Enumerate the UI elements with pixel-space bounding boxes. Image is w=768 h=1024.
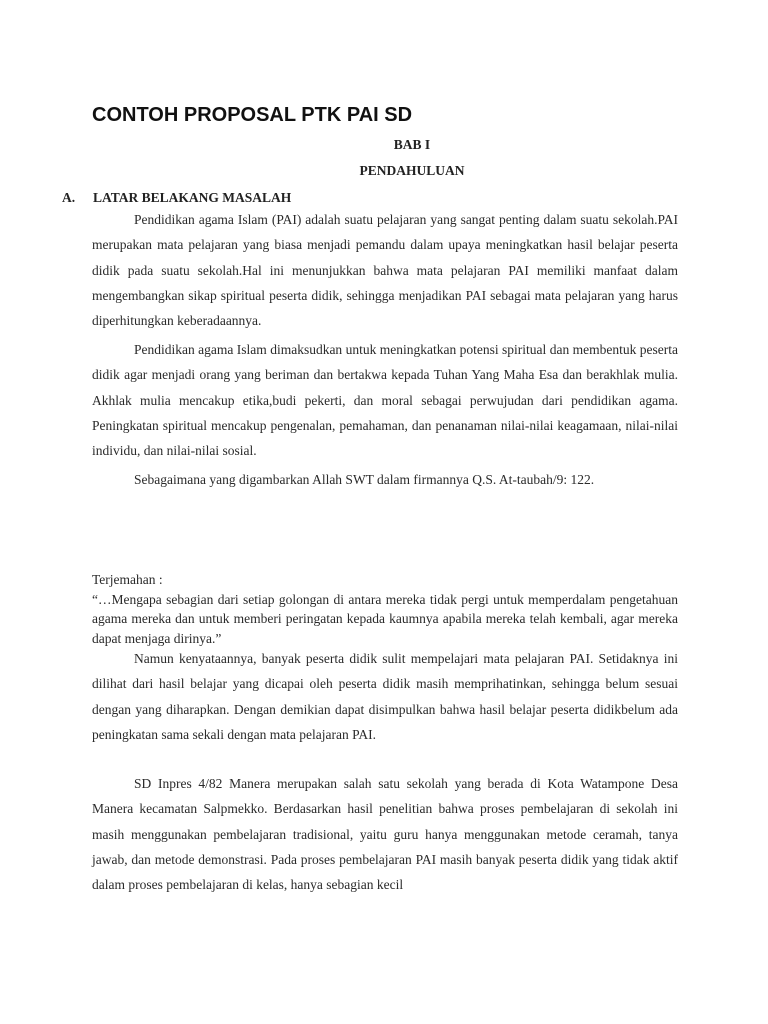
document-title: CONTOH PROPOSAL PTK PAI SD bbox=[92, 104, 413, 126]
paragraph-block bbox=[92, 771, 678, 897]
translation-block bbox=[92, 570, 678, 648]
paragraph-block bbox=[92, 646, 678, 747]
paragraph: Sebagaimana yang digambarkan Allah SWT dalam firmannya Q.S. At-taubah/9: 122. bbox=[134, 472, 595, 487]
paragraph-block bbox=[92, 467, 678, 492]
section-letter: A. bbox=[62, 190, 76, 205]
translation-label: Terjemahan : bbox=[92, 572, 163, 587]
section-heading bbox=[62, 190, 291, 206]
chapter-title: PENDAHULUAN bbox=[359, 163, 465, 178]
paragraph-block bbox=[92, 207, 678, 333]
paragraph: Pendidikan agama Islam (PAI) adalah suatu pelajaran yang sangat penting dalam suatu sekolah.PAI merupakan mata pelajaran yang biasa menjadi pemandu dalam upaya meningkatkan hasil belajar peserta didik pada suatu sekolah.Hal ini menunjukkan bahwa mata pelajaran PAI memiliki manfaat dalam mengembangkan sikap spiritual peserta didik, sehingga menjadikan PAI sebagai mata pelajaran yang harus diperhitungkan keberadaannya. bbox=[92, 212, 678, 329]
paragraph: Namun kenyataannya, banyak peserta didik sulit mempelajari mata pelajaran PAI. Setidaknya ini dilihat dari hasil belajar yang dicapai oleh peserta didik masih memprihatinkan, sehingga belum sesuai dengan yang diharapkan. Dengan demikian dapat disimpulkan bahwa hasil belajar peserta didikbelum ada peningkatan sama sekali dengan mata pelajaran PAI. bbox=[92, 651, 678, 742]
chapter-number: BAB I bbox=[393, 137, 431, 152]
translation-text: “…Mengapa sebagian dari setiap golongan di antara mereka tidak pergi untuk memperdalam pengetahuan agama mereka dan untuk memberi peringatan kepada kaumnya apabila mereka telah kembali, agar mereka dapat menjaga dirinya.” bbox=[92, 591, 678, 646]
paragraph: SD Inpres 4/82 Manera merupakan salah satu sekolah yang berada di Kota Watampone Desa Manera kecamatan Salpmekko. Berdasarkan hasil penelitian bahwa proses pembelajaran di sekolah ini masih menggunakan pembelajaran tradisional, yaitu guru hanya menggunakan metode ceramah, tanya jawab, dan metode demonstrasi. Pada proses pembelajaran PAI masih banyak peserta didik yang tidak aktif dalam proses pembelajaran di kelas, hanya sebagian kecil bbox=[92, 776, 678, 893]
paragraph: Pendidikan agama Islam dimaksudkan untuk meningkatkan potensi spiritual dan membentuk peserta didik agar menjadi orang yang beriman dan bertakwa kepada Tuhan Yang Maha Esa dan berakhlak mulia. Akhlak mulia mencakup etika,budi pekerti, dan moral sebagai perwujudan dari pendidikan agama. Peningkatan spiritual mencakup pengenalan, pemahaman, dan penanaman nilai-nilai keagamaan, nilai-nilai individu, dan nilai-nilai sosial. bbox=[92, 342, 678, 459]
paragraph-block bbox=[92, 337, 678, 463]
section-heading-text: LATAR BELAKANG MASALAH bbox=[93, 190, 292, 205]
